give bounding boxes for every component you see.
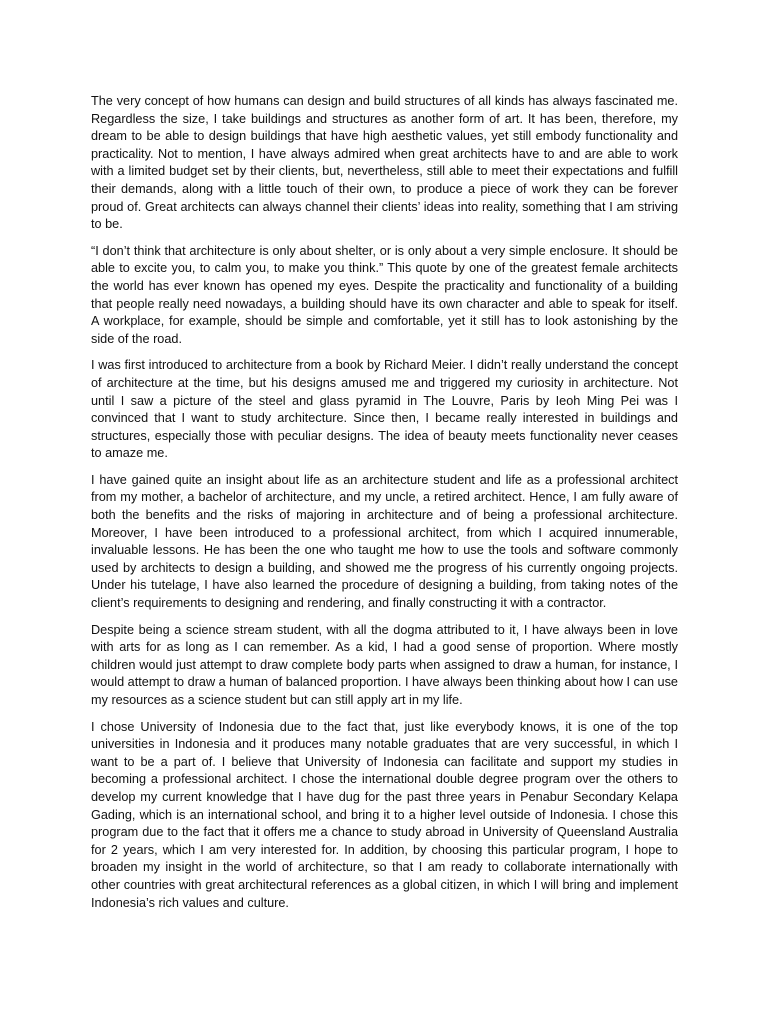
paragraph-4: I have gained quite an insight about life as an architecture student and life as a professional architect from my mother, a bachelor of architecture, and my uncle, a retired architect. Hence, I am fully aware of both the benefits and the risks of majoring in architecture and of being a professional architecture. Moreover, I have been introduced to a professional architect, from which I acquired innumerable, invaluable lessons. He has been the one who taught me how to use the tools and software commonly used by architects to design a building, and showed me the progress of his currently ongoing projects. Under his tutelage, I have also learned the procedure of designing a building, from taking notes of the client’s requirements to designing and rendering, and finally constructing it with a contractor. (91, 472, 678, 611)
paragraph-2: “I don’t think that architecture is only about shelter, or is only about a very simple enclosure. It should be able to excite you, to calm you, to make you think.” This quote by one of the greatest female architects the world has ever known has opened my eyes. Despite the practicality and functionality of a building that people really need nowadays, a building should have its own character and able to speak for itself. A workplace, for example, should be simple and comfortable, yet it still has to look astonishing by the side of the road. (91, 243, 678, 346)
paragraph-5: Despite being a science stream student, with all the dogma attributed to it, I have always been in love with arts for as long as I can remember. As a kid, I had a good sense of proportion. Where mostly children would just attempt to draw complete body parts when assigned to draw a human, for instance, I would attempt to draw a human of balanced proportion. I have always been thinking about how I can use my resources as a science student but can still apply art in my life. (91, 622, 678, 707)
paragraph-6: I chose University of Indonesia due to the fact that, just like everybody knows, it is one of the top universities in Indonesia and it produces many notable graduates that are very successful, in which I want to be a part of. I believe that University of Indonesia can facilitate and support my studies in becoming a professional architect. I chose the international double degree program over the others to develop my current knowledge that I have dug for the past three years in Penabur Secondary Kelapa Gading, which is an international school, and bring it to a higher level outside of Indonesia. I chose this program due to the fact that it offers me a chance to study abroad in University of Queensland Australia for 2 years, which I am very interested for. In addition, by choosing this particular program, I hope to broaden my insight in the world of architecture, so that I am ready to collaborate internationally with other countries with great architectural references as a global citizen, in which I will bring and implement Indonesia’s rich values and culture. (91, 719, 678, 910)
paragraph-1: The very concept of how humans can design and build structures of all kinds has always fascinated me. Regardless the size, I take buildings and structures as another form of art. It has been, therefore, my dream to be able to design buildings that have high aesthetic values, yet still embody functionality and practicality. Not to mention, I have always admired when great architects have to and are able to work with a limited budget set by their clients, but, nevertheless, still able to meet their expectations and fulfill their demands, along with a little touch of their own, to produce a piece of work they can be forever proud of. Great architects can always channel their clients’ ideas into reality, something that I am striving to be. (91, 94, 678, 232)
document-page (91, 93, 678, 921)
paragraph-3: I was first introduced to architecture from a book by Richard Meier. I didn’t really understand the concept of architecture at the time, but his designs amused me and triggered my curiosity in architecture. Not until I saw a picture of the steel and glass pyramid in The Louvre, Paris by Ieoh Ming Pei was I convinced that I want to study architecture. Since then, I became really interested in buildings and structures, especially those with peculiar designs. The idea of beauty meets functionality never ceases to amaze me. (91, 358, 678, 461)
